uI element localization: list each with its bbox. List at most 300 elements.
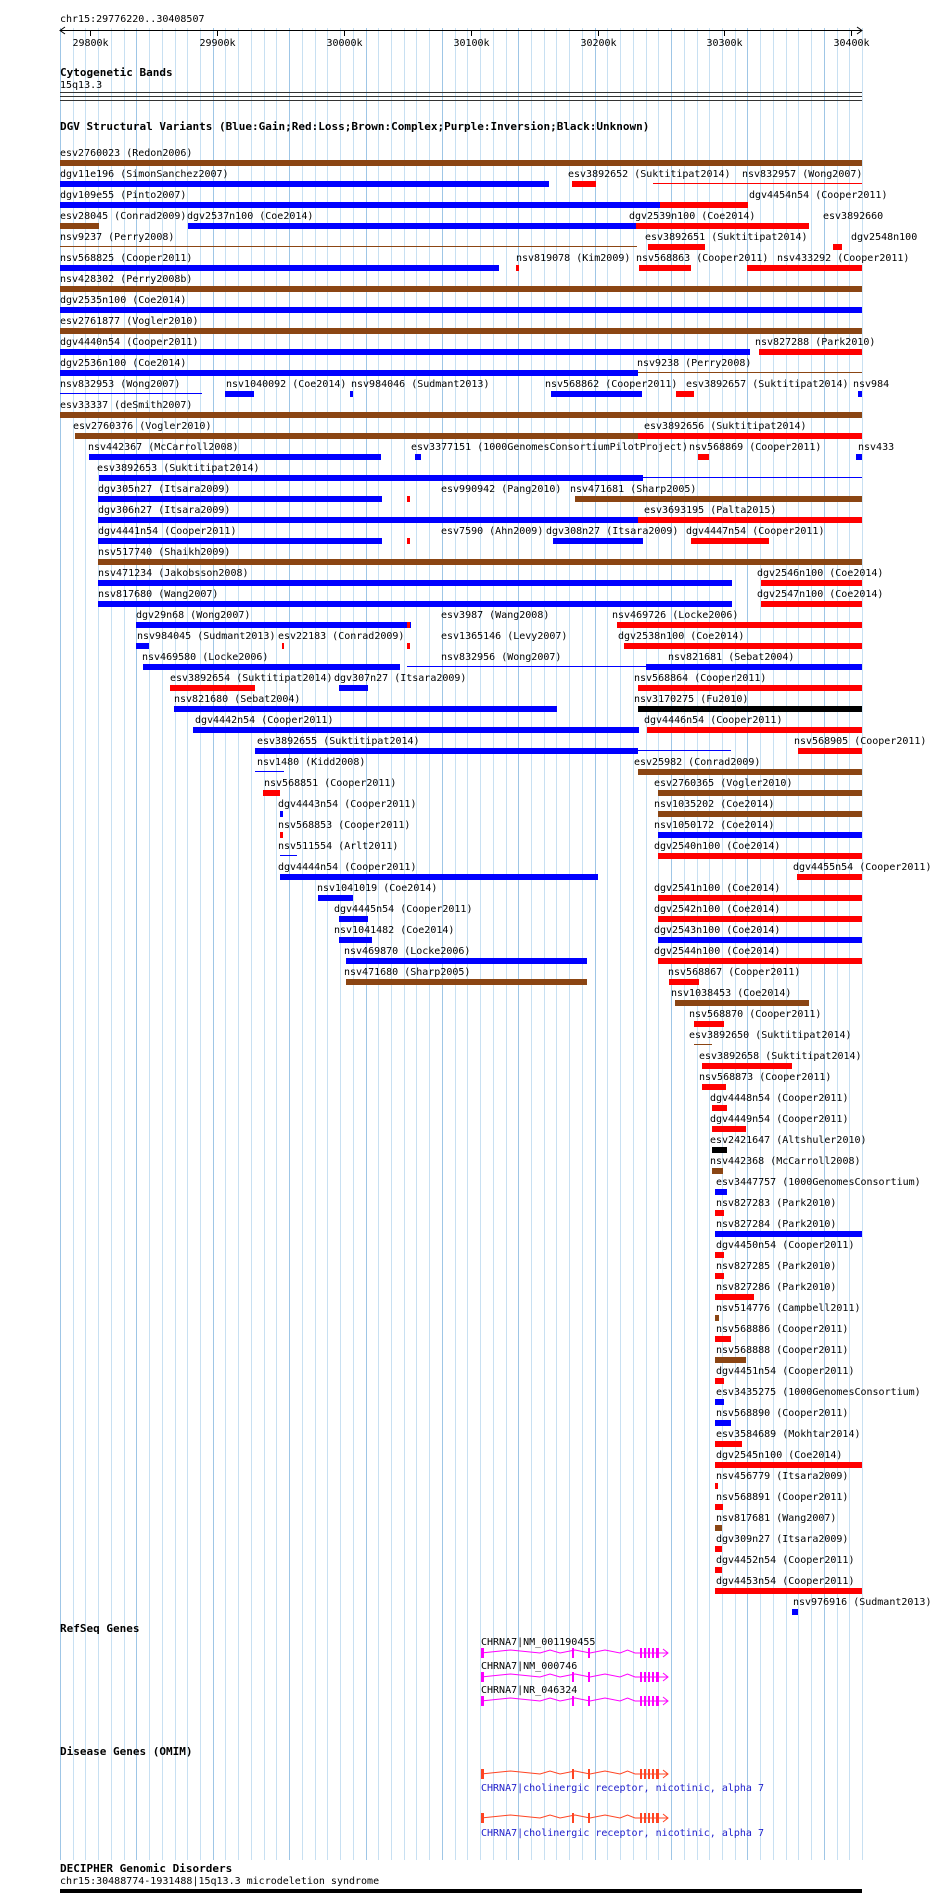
variant-bar-gain[interactable] xyxy=(60,370,638,376)
variant-bar-complex[interactable] xyxy=(638,769,862,775)
cytoband-divider xyxy=(60,100,862,101)
variant-bar-gain[interactable] xyxy=(89,454,381,460)
gene-exon xyxy=(588,1813,590,1823)
variant-bar-loss[interactable] xyxy=(516,265,519,271)
variant-bar-complex[interactable] xyxy=(60,328,862,334)
variant-bar-gain[interactable] xyxy=(551,391,642,397)
variant-label[interactable]: nsv9237 (Perry2008) xyxy=(60,232,175,243)
variant-label[interactable]: nsv817680 (Wang2007) xyxy=(98,589,219,600)
variant-bar-complex[interactable] xyxy=(60,223,99,229)
variant-label[interactable]: nsv471681 (Sharp2005) xyxy=(570,484,697,495)
variant-bar-gain[interactable] xyxy=(638,750,731,751)
variant-label[interactable]: esv2421647 (Altshuler2010) xyxy=(710,1135,867,1146)
gene-intron-line xyxy=(481,1815,668,1818)
cytoband-band[interactable] xyxy=(60,92,862,93)
variant-bar-loss[interactable] xyxy=(771,223,809,229)
variant-label[interactable]: nsv517740 (Shaikh2009) xyxy=(98,547,231,558)
variant-label[interactable]: esv3377151 (1000GenomesConsortiumPilotProject) xyxy=(411,442,688,453)
variant-bar-complex[interactable] xyxy=(575,496,862,502)
variant-bar-loss[interactable] xyxy=(798,748,862,754)
variant-bar-gain[interactable] xyxy=(60,307,862,313)
variant-label[interactable]: nsv568888 (Cooper2011) xyxy=(716,1345,849,1356)
variant-bar-loss[interactable] xyxy=(407,496,410,502)
omim-gene-model xyxy=(481,1769,668,1779)
variant-label[interactable]: esv3892658 (Suktitipat2014) xyxy=(699,1051,862,1062)
variant-label[interactable]: nsv511554 (Arlt2011) xyxy=(278,841,399,852)
variant-bar-gain[interactable] xyxy=(60,265,499,271)
variant-label[interactable]: dgv2536n100 (Coe2014) xyxy=(60,358,187,369)
variant-bar-complex[interactable] xyxy=(715,1315,719,1321)
variant-label[interactable]: nsv514776 (Campbell2011) xyxy=(716,1303,861,1314)
variant-bar-complex[interactable] xyxy=(715,1525,722,1531)
variant-bar-loss[interactable] xyxy=(407,538,410,544)
variant-label[interactable]: esv2760376 (Vogler2010) xyxy=(73,421,212,432)
dgv-track-title[interactable]: DGV Structural Variants (Blue:Gain;Red:Loss;Brown:Complex;Purple:Inversion;Black:Unknown) xyxy=(60,120,650,133)
variant-label[interactable]: nsv568864 (Cooper2011) xyxy=(634,673,767,684)
variant-label[interactable]: nsv442367 (McCarroll2008) xyxy=(88,442,239,453)
gene-exon xyxy=(644,1672,646,1682)
variant-bar-gain[interactable] xyxy=(143,664,400,670)
variant-label[interactable]: nsv568863 (Cooper2011) xyxy=(636,253,769,264)
variant-bar-gain[interactable] xyxy=(280,874,598,880)
decipher-bar[interactable] xyxy=(60,1889,862,1893)
variant-bar-gain[interactable] xyxy=(792,1609,798,1615)
variant-label[interactable]: esv3892651 (Suktitipat2014) xyxy=(645,232,808,243)
variant-label[interactable]: nsv456779 (Itsara2009) xyxy=(716,1471,849,1482)
gene-exon xyxy=(644,1769,646,1779)
variant-label[interactable]: dgv4453n54 (Cooper2011) xyxy=(716,1576,855,1587)
variant-bar-loss[interactable] xyxy=(747,265,862,271)
variant-bar-gain[interactable] xyxy=(136,622,411,628)
variant-bar-gain[interactable] xyxy=(60,349,750,355)
variant-bar-loss[interactable] xyxy=(660,202,748,208)
variant-label[interactable]: nsv568905 (Cooper2011) xyxy=(794,736,927,747)
variant-label[interactable]: dgv2539n100 (Coe2014) xyxy=(629,211,756,222)
variant-label[interactable]: esv3892653 (Suktitipat2014) xyxy=(97,463,260,474)
variant-bar-gain[interactable] xyxy=(98,538,382,544)
variant-bar-gain[interactable] xyxy=(715,1420,731,1426)
variant-label[interactable]: esv3892660 xyxy=(823,211,884,222)
variant-label[interactable]: dgv4451n54 (Cooper2011) xyxy=(716,1366,855,1377)
variant-label[interactable]: esv2760365 (Vogler2010) xyxy=(654,778,793,789)
refseq-gene-label[interactable]: CHRNA7|NM_000746 xyxy=(481,1661,578,1672)
variant-label[interactable]: nsv568862 (Cooper2011) xyxy=(545,379,678,390)
variant-label[interactable]: dgv308n27 (Itsara2009) xyxy=(546,526,679,537)
variant-bar-loss[interactable] xyxy=(572,181,596,187)
ruler-tick-label: 30000k xyxy=(326,38,363,49)
variant-label[interactable]: nsv832953 (Wong2007) xyxy=(60,379,181,390)
variant-label[interactable]: dgv109e55 (Pinto2007) xyxy=(60,190,187,201)
variant-bar-loss[interactable] xyxy=(715,1273,724,1279)
variant-label[interactable]: nsv568891 (Cooper2011) xyxy=(716,1492,849,1503)
gene-exon xyxy=(648,1813,650,1823)
variant-label[interactable]: nsv469580 (Locke2006) xyxy=(142,652,269,663)
variant-label[interactable]: dgv2535n100 (Coe2014) xyxy=(60,295,187,306)
variant-label[interactable]: esv3584689 (Mokhtar2014) xyxy=(716,1429,861,1440)
gene-exon xyxy=(572,1648,574,1658)
variant-label[interactable]: esv3447757 (1000GenomesConsortium) xyxy=(716,1177,921,1188)
gene-intron-line xyxy=(481,1771,668,1774)
variant-label[interactable]: esv7590 (Ahn2009) xyxy=(441,526,544,537)
variant-bar-loss[interactable] xyxy=(712,1126,746,1132)
variant-bar-gain[interactable] xyxy=(60,393,202,394)
variant-label[interactable]: esv3892656 (Suktitipat2014) xyxy=(644,421,807,432)
variant-label[interactable]: esv3435275 (1000GenomesConsortium) xyxy=(716,1387,921,1398)
variant-label[interactable]: nsv568851 (Cooper2011) xyxy=(264,778,397,789)
variant-label[interactable]: nsv568886 (Cooper2011) xyxy=(716,1324,849,1335)
variant-label[interactable]: nsv984 xyxy=(853,379,890,390)
variant-bar-gain[interactable] xyxy=(415,454,421,460)
variant-bar-unknown[interactable] xyxy=(638,706,862,712)
variant-label[interactable]: nsv568890 (Cooper2011) xyxy=(716,1408,849,1419)
variant-bar-loss[interactable] xyxy=(715,1588,862,1594)
variant-label[interactable]: dgv4448n54 (Cooper2011) xyxy=(710,1093,849,1104)
decipher-track-title[interactable]: DECIPHER Genomic Disorders xyxy=(60,1862,233,1875)
gene-exon xyxy=(648,1672,650,1682)
variant-bar-loss[interactable] xyxy=(715,1567,722,1573)
variant-label[interactable]: nsv433292 (Cooper2011) xyxy=(777,253,910,264)
gene-exon xyxy=(640,1672,642,1682)
variant-bar-loss[interactable] xyxy=(715,1441,742,1447)
variant-label[interactable]: esv3892652 (Suktitipat2014) xyxy=(568,169,731,180)
variant-bar-complex[interactable] xyxy=(60,286,862,292)
variant-bar-gain[interactable] xyxy=(174,706,557,712)
variant-bar-complex[interactable] xyxy=(658,811,862,817)
variant-label[interactable]: dgv4449n54 (Cooper2011) xyxy=(710,1114,849,1125)
variant-bar-loss[interactable] xyxy=(702,1084,726,1090)
variant-bar-complex[interactable] xyxy=(694,1044,712,1045)
variant-bar-loss[interactable] xyxy=(638,685,862,691)
variant-bar-loss[interactable] xyxy=(638,433,862,439)
variant-label[interactable]: dgv4443n54 (Cooper2011) xyxy=(278,799,417,810)
variant-bar-loss[interactable] xyxy=(263,790,280,796)
gene-exon xyxy=(652,1813,654,1823)
variant-label[interactable]: esv28045 (Conrad2009) xyxy=(60,211,187,222)
variant-bar-gain[interactable] xyxy=(318,895,353,901)
variant-label[interactable]: nsv1050172 (Coe2014) xyxy=(654,820,775,831)
variant-label[interactable]: dgv306n27 (Itsara2009) xyxy=(98,505,231,516)
variant-label[interactable]: dgv4455n54 (Cooper2011) xyxy=(793,862,931,873)
variant-bar-gain[interactable] xyxy=(193,727,639,733)
variant-label[interactable]: dgv2541n100 (Coe2014) xyxy=(654,883,781,894)
variant-bar-gain[interactable] xyxy=(643,477,862,478)
variant-bar-gain[interactable] xyxy=(658,832,862,838)
variant-bar-loss[interactable] xyxy=(715,1378,724,1384)
variant-bar-gain[interactable] xyxy=(98,580,732,586)
variant-label[interactable]: dgv2547n100 (Coe2014) xyxy=(757,589,884,600)
variant-label[interactable]: dgv309n27 (Itsara2009) xyxy=(716,1534,849,1545)
variant-bar-gain[interactable] xyxy=(225,391,254,397)
variant-bar-gain[interactable] xyxy=(350,391,353,397)
variant-bar-complex[interactable] xyxy=(60,412,862,418)
gene-exon xyxy=(572,1769,574,1779)
gene-exon xyxy=(656,1769,659,1779)
gene-exon xyxy=(648,1769,650,1779)
variant-label[interactable]: nsv819078 (Kim2009) xyxy=(516,253,631,264)
gene-exon xyxy=(648,1696,650,1706)
variant-bar-loss[interactable] xyxy=(658,916,862,922)
variant-label[interactable]: nsv1041019 (Coe2014) xyxy=(317,883,438,894)
variant-bar-loss[interactable] xyxy=(715,1462,862,1468)
variant-bar-loss[interactable] xyxy=(676,391,694,397)
variant-bar-loss[interactable] xyxy=(715,1252,724,1258)
variant-bar-gain[interactable] xyxy=(646,664,862,670)
variant-bar-gain[interactable] xyxy=(339,916,368,922)
refseq-track-title[interactable]: RefSeq Genes xyxy=(60,1622,140,1635)
variant-bar-gain[interactable] xyxy=(553,538,643,544)
refseq-gene-model xyxy=(481,1696,668,1706)
variant-bar-loss[interactable] xyxy=(282,643,284,649)
variant-bar-complex[interactable] xyxy=(658,790,862,796)
variant-bar-loss[interactable] xyxy=(170,685,255,691)
ruler-tick-label: 29800k xyxy=(72,38,109,49)
variant-label[interactable]: dgv305n27 (Itsara2009) xyxy=(98,484,231,495)
gene-exon xyxy=(656,1672,659,1682)
variant-label[interactable]: dgv11e196 (SimonSanchez2007) xyxy=(60,169,229,180)
variant-label[interactable]: nsv1480 (Kidd2008) xyxy=(257,757,366,768)
variant-label[interactable]: nsv1035202 (Coe2014) xyxy=(654,799,775,810)
variant-bar-loss[interactable] xyxy=(759,349,862,355)
variant-label[interactable]: nsv433 xyxy=(858,442,895,453)
variant-bar-loss[interactable] xyxy=(833,244,842,250)
gene-exon xyxy=(640,1696,642,1706)
variant-bar-gain[interactable] xyxy=(98,601,732,607)
variant-label[interactable]: dgv2542n100 (Coe2014) xyxy=(654,904,781,915)
variant-label[interactable]: esv3892655 (Suktitipat2014) xyxy=(257,736,420,747)
variant-bar-gain[interactable] xyxy=(255,748,638,754)
variant-label[interactable]: esv22183 (Conrad2009) xyxy=(278,631,405,642)
variant-label[interactable]: nsv568873 (Cooper2011) xyxy=(699,1072,832,1083)
gene-exon xyxy=(588,1648,590,1658)
variant-label[interactable]: esv25982 (Conrad2009) xyxy=(634,757,761,768)
variant-label[interactable]: nsv827286 (Park2010) xyxy=(716,1282,837,1293)
variant-bar-loss[interactable] xyxy=(715,1294,754,1300)
variant-label[interactable]: nsv3170275 (Fu2010) xyxy=(634,694,749,705)
variant-label[interactable]: esv2761877 (Vogler2010) xyxy=(60,316,199,327)
variant-bar-loss[interactable] xyxy=(715,1483,718,1489)
variant-bar-loss[interactable] xyxy=(407,622,410,628)
variant-bar-loss[interactable] xyxy=(617,622,862,628)
variant-label[interactable]: nsv568853 (Cooper2011) xyxy=(278,820,411,831)
variant-label[interactable]: dgv4450n54 (Cooper2011) xyxy=(716,1240,855,1251)
variant-label[interactable]: nsv827284 (Park2010) xyxy=(716,1219,837,1230)
decipher-label[interactable]: chr15:30488774-1931488|15q13.3 microdeletion syndrome xyxy=(60,1876,380,1887)
variant-label[interactable]: dgv29n68 (Wong2007) xyxy=(136,610,251,621)
variant-bar-loss[interactable] xyxy=(658,853,862,859)
variant-bar-gain[interactable] xyxy=(858,391,862,397)
variant-bar-complex[interactable] xyxy=(675,1000,809,1006)
variant-bar-loss[interactable] xyxy=(715,1504,723,1510)
variant-bar-loss[interactable] xyxy=(407,643,410,649)
variant-bar-gain[interactable] xyxy=(99,475,643,481)
gene-intron-line xyxy=(481,1674,668,1677)
variant-bar-loss[interactable] xyxy=(638,517,862,523)
variant-label[interactable]: nsv827283 (Park2010) xyxy=(716,1198,837,1209)
variant-bar-gain[interactable] xyxy=(98,517,642,523)
variant-label[interactable]: nsv9238 (Perry2008) xyxy=(637,358,752,369)
variant-label[interactable]: dgv4441n54 (Cooper2011) xyxy=(98,526,237,537)
variant-bar-loss[interactable] xyxy=(658,895,862,901)
variant-bar-loss[interactable] xyxy=(691,538,769,544)
variant-label[interactable]: esv3892654 (Suktitipat2014) xyxy=(170,673,333,684)
gene-exon xyxy=(656,1696,659,1706)
variant-label[interactable]: nsv469726 (Locke2006) xyxy=(612,610,739,621)
variant-bar-loss[interactable] xyxy=(761,580,862,586)
variant-bar-loss[interactable] xyxy=(658,958,862,964)
variant-label[interactable]: nsv821680 (Sebat2004) xyxy=(174,694,301,705)
variant-bar-loss[interactable] xyxy=(636,223,775,229)
variant-label[interactable]: nsv428302 (Perry2008b) xyxy=(60,274,193,285)
variant-label[interactable]: esv2760023 (Redon2006) xyxy=(60,148,193,159)
variant-label[interactable]: dgv2537n100 (Coe2014) xyxy=(187,211,314,222)
variant-bar-gain[interactable] xyxy=(339,937,372,943)
variant-label[interactable]: nsv471234 (Jakobsson2008) xyxy=(98,568,249,579)
variant-label[interactable]: dgv2543n100 (Coe2014) xyxy=(654,925,781,936)
variant-bar-gain[interactable] xyxy=(856,454,862,460)
variant-bar-complex[interactable] xyxy=(638,372,862,373)
omim-track-title[interactable]: Disease Genes (OMIM) xyxy=(60,1745,193,1758)
variant-label[interactable]: dgv4444n54 (Cooper2011) xyxy=(278,862,417,873)
variant-label[interactable]: esv33337 (deSmith2007) xyxy=(60,400,193,411)
variant-bar-gain[interactable] xyxy=(658,937,862,943)
cytoband-label[interactable]: 15q13.3 xyxy=(60,80,103,91)
variant-bar-loss[interactable] xyxy=(761,601,862,607)
variant-label[interactable]: nsv469870 (Locke2006) xyxy=(344,946,471,957)
variant-label[interactable]: nsv1040092 (Coe2014) xyxy=(226,379,347,390)
variant-label[interactable]: dgv4446n54 (Cooper2011) xyxy=(644,715,783,726)
variant-label[interactable]: dgv4452n54 (Cooper2011) xyxy=(716,1555,855,1566)
variant-label[interactable]: nsv568870 (Cooper2011) xyxy=(689,1009,822,1020)
variant-bar-gain[interactable] xyxy=(136,643,149,649)
omim-gene-label[interactable]: CHRNA7|cholinergic receptor, nicotinic, alpha 7 xyxy=(481,1828,764,1839)
variant-bar-complex[interactable] xyxy=(346,979,587,985)
variant-label[interactable]: nsv984046 (Sudmant2013) xyxy=(351,379,490,390)
variant-label[interactable]: nsv568867 (Cooper2011) xyxy=(668,967,801,978)
variant-label[interactable]: dgv2540n100 (Coe2014) xyxy=(654,841,781,852)
variant-bar-loss[interactable] xyxy=(702,1063,792,1069)
gene-exon xyxy=(481,1769,484,1779)
variant-label[interactable]: esv3987 (Wang2008) xyxy=(441,610,550,621)
refseq-gene-label[interactable]: CHRNA7|NM_001190455 xyxy=(481,1637,596,1648)
variant-label[interactable]: nsv984045 (Sudmant2013) xyxy=(137,631,276,642)
variant-bar-complex[interactable] xyxy=(60,246,637,247)
variant-label[interactable]: esv3693195 (Palta2015) xyxy=(644,505,777,516)
variant-label[interactable]: nsv568869 (Cooper2011) xyxy=(689,442,822,453)
gene-exon xyxy=(644,1696,646,1706)
gene-exon xyxy=(588,1696,590,1706)
variant-label[interactable]: nsv832957 (Wong2007) xyxy=(742,169,863,180)
variant-bar-loss[interactable] xyxy=(698,454,709,460)
cytoband-track-title[interactable]: Cytogenetic Bands xyxy=(60,66,173,79)
variant-label[interactable]: dgv2538n100 (Coe2014) xyxy=(618,631,745,642)
variant-bar-gain[interactable] xyxy=(715,1399,724,1405)
variant-label[interactable]: nsv471680 (Sharp2005) xyxy=(344,967,471,978)
gene-exon xyxy=(481,1648,484,1658)
variant-bar-loss[interactable] xyxy=(694,1021,724,1027)
variant-bar-loss[interactable] xyxy=(715,1546,722,1552)
variant-label[interactable]: nsv1041482 (Coe2014) xyxy=(334,925,455,936)
variant-bar-loss[interactable] xyxy=(280,832,283,838)
variant-label[interactable]: esv3892650 (Suktitipat2014) xyxy=(689,1030,852,1041)
variant-label[interactable]: dgv2544n100 (Coe2014) xyxy=(654,946,781,957)
refseq-gene-label[interactable]: CHRNA7|NR_046324 xyxy=(481,1685,578,1696)
variant-label[interactable]: esv990942 (Pang2010) xyxy=(441,484,562,495)
variant-bar-loss[interactable] xyxy=(715,1336,731,1342)
variant-bar-loss[interactable] xyxy=(647,727,862,733)
variant-label[interactable]: dgv4445n54 (Cooper2011) xyxy=(334,904,473,915)
variant-bar-loss[interactable] xyxy=(648,244,705,250)
gene-exon xyxy=(572,1696,574,1706)
variant-label[interactable]: dgv4447n54 (Cooper2011) xyxy=(686,526,825,537)
variant-label[interactable]: nsv1038453 (Coe2014) xyxy=(671,988,792,999)
gene-exon xyxy=(481,1813,484,1823)
ruler-tick-label: 30300k xyxy=(706,38,743,49)
variant-bar-gain[interactable] xyxy=(188,223,639,229)
gene-intron-line xyxy=(481,1698,668,1701)
variant-label[interactable]: dgv307n27 (Itsara2009) xyxy=(334,673,467,684)
omim-gene-label[interactable]: CHRNA7|cholinergic receptor, nicotinic, alpha 7 xyxy=(481,1783,764,1794)
variant-label[interactable]: esv1365146 (Levy2007) xyxy=(441,631,568,642)
gene-exon xyxy=(644,1648,646,1658)
variant-label[interactable]: nsv827285 (Park2010) xyxy=(716,1261,837,1272)
variant-bar-gain[interactable] xyxy=(60,202,723,208)
gene-exon xyxy=(588,1672,590,1682)
variant-bar-loss[interactable] xyxy=(712,1105,727,1111)
variant-bar-gain[interactable] xyxy=(346,958,587,964)
variant-label[interactable]: nsv817681 (Wang2007) xyxy=(716,1513,837,1524)
variant-label[interactable]: dgv4454n54 (Cooper2011) xyxy=(749,190,888,201)
variant-label[interactable]: nsv568825 (Cooper2011) xyxy=(60,253,193,264)
variant-label[interactable]: dgv2546n100 (Coe2014) xyxy=(757,568,884,579)
variant-bar-gain[interactable] xyxy=(715,1231,862,1237)
variant-bar-gain[interactable] xyxy=(407,666,646,667)
variant-bar-loss[interactable] xyxy=(653,183,862,184)
variant-label[interactable]: nsv821681 (Sebat2004) xyxy=(668,652,795,663)
gene-intron-line xyxy=(481,1650,668,1653)
variant-bar-complex[interactable] xyxy=(715,1357,746,1363)
variant-label[interactable]: nsv976916 (Sudmant2013) xyxy=(793,1597,931,1608)
variant-label[interactable]: nsv442368 (McCarroll2008) xyxy=(710,1156,861,1167)
gene-exon xyxy=(652,1769,654,1779)
variant-bar-gain[interactable] xyxy=(280,855,297,856)
variant-label[interactable]: dgv4440n54 (Cooper2011) xyxy=(60,337,199,348)
ruler[interactable] xyxy=(0,24,890,54)
variant-bar-gain[interactable] xyxy=(98,496,382,502)
variant-bar-loss[interactable] xyxy=(715,1210,724,1216)
variant-bar-unknown[interactable] xyxy=(712,1147,727,1153)
variant-label[interactable]: dgv4442n54 (Cooper2011) xyxy=(195,715,334,726)
variant-bar-loss[interactable] xyxy=(624,643,862,649)
variant-label[interactable]: nsv832956 (Wong2007) xyxy=(441,652,562,663)
variant-bar-gain[interactable] xyxy=(715,1189,727,1195)
variant-bar-loss[interactable] xyxy=(639,265,691,271)
gene-exon xyxy=(572,1672,574,1682)
variant-bar-complex[interactable] xyxy=(98,559,862,565)
variant-bar-gain[interactable] xyxy=(255,771,284,772)
variant-bar-complex[interactable] xyxy=(60,160,862,166)
variant-bar-complex[interactable] xyxy=(75,433,639,439)
variant-bar-complex[interactable] xyxy=(712,1168,723,1174)
variant-bar-loss[interactable] xyxy=(797,874,862,880)
variant-bar-gain[interactable] xyxy=(339,685,368,691)
variant-label[interactable]: nsv827288 (Park2010) xyxy=(755,337,876,348)
variant-label[interactable]: dgv2548n100 xyxy=(851,232,918,243)
variant-bar-gain[interactable] xyxy=(60,181,549,187)
variant-bar-loss[interactable] xyxy=(669,979,699,985)
variant-label[interactable]: esv3892657 (Suktitipat2014) xyxy=(686,379,849,390)
variant-label[interactable]: dgv2545n100 (Coe2014) xyxy=(716,1450,843,1461)
variant-bar-gain[interactable] xyxy=(280,811,283,817)
